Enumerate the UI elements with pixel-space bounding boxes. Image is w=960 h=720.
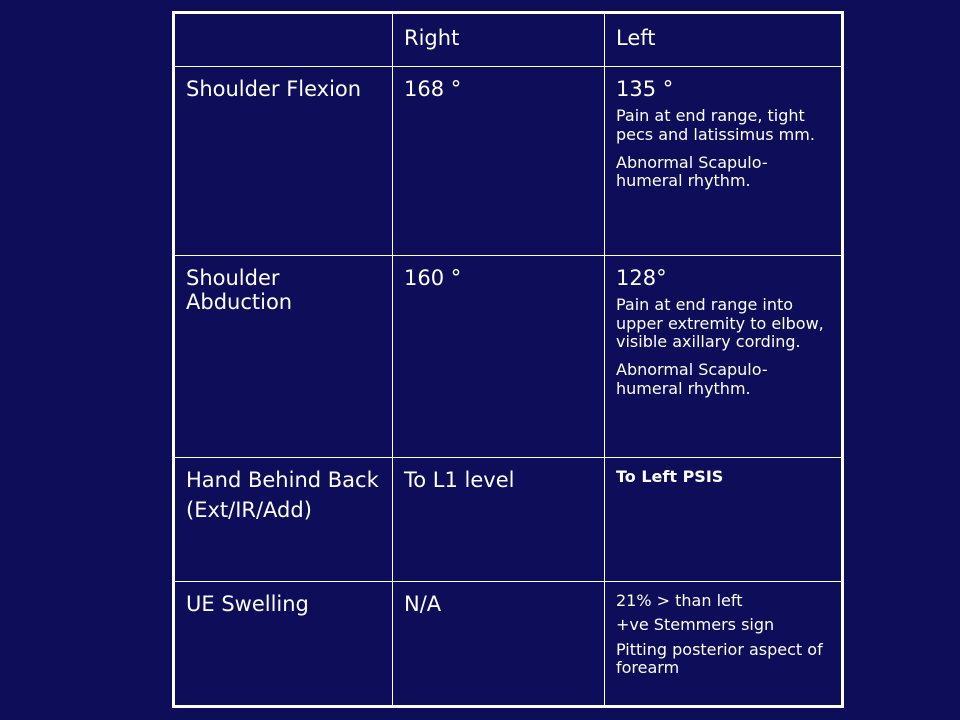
left-note: Pain at end range, tight pecs and latissimus mm.: [616, 106, 815, 144]
left-note: To Left PSIS: [616, 467, 724, 486]
header-left: Left: [616, 26, 656, 50]
header-row: [174, 13, 843, 67]
row-label: UE Swelling: [186, 592, 309, 616]
left-value-cell: [605, 67, 843, 256]
right-value-cell: [393, 256, 605, 458]
row-label-cell: [174, 582, 393, 707]
row-label: Shoulder Flexion: [186, 77, 362, 101]
row-label-cell: [174, 256, 393, 458]
left-value-cell: [605, 458, 843, 582]
left-value-cell: [605, 256, 843, 458]
table-row-shoulder-flexion: [174, 67, 843, 256]
left-value: 128°: [616, 266, 667, 290]
table-row-ue-swelling: [174, 582, 843, 707]
left-value: 135 °: [616, 77, 674, 101]
row-label: Shoulder Abduction: [186, 266, 293, 315]
rom-table: [172, 11, 844, 708]
row-label-cell: [174, 67, 393, 256]
right-value: N/A: [404, 592, 442, 616]
left-value-cell: [605, 582, 843, 707]
left-note: Pain at end range into upper extremity to elbow, visible axillary cording.: [616, 295, 824, 351]
right-value-cell: [393, 458, 605, 582]
table-row-shoulder-abduction: [174, 256, 843, 458]
left-note: +ve Stemmers sign: [616, 615, 775, 635]
left-note: Abnormal Scapulo-humeral rhythm.: [616, 152, 768, 191]
header-right: Right: [404, 26, 460, 50]
header-cell-left: [605, 13, 843, 67]
right-value-cell: [393, 582, 605, 707]
header-cell-right: [393, 13, 605, 67]
left-note: Pitting posterior aspect of forearm: [616, 639, 823, 678]
right-value: To L1 level: [404, 468, 515, 492]
left-note: 21% > than left: [616, 591, 743, 610]
row-label-cell: [174, 458, 393, 582]
row-label: Hand Behind Back: [186, 468, 379, 492]
right-value-cell: [393, 67, 605, 256]
header-cell-empty: [174, 13, 393, 67]
left-note: Abnormal Scapulo-humeral rhythm.: [616, 360, 768, 398]
row-label-sub: (Ext/IR/Add): [186, 498, 312, 523]
table-row-hand-behind-back: [174, 458, 843, 582]
right-value: 168 °: [404, 77, 462, 101]
right-value: 160 °: [404, 266, 462, 290]
